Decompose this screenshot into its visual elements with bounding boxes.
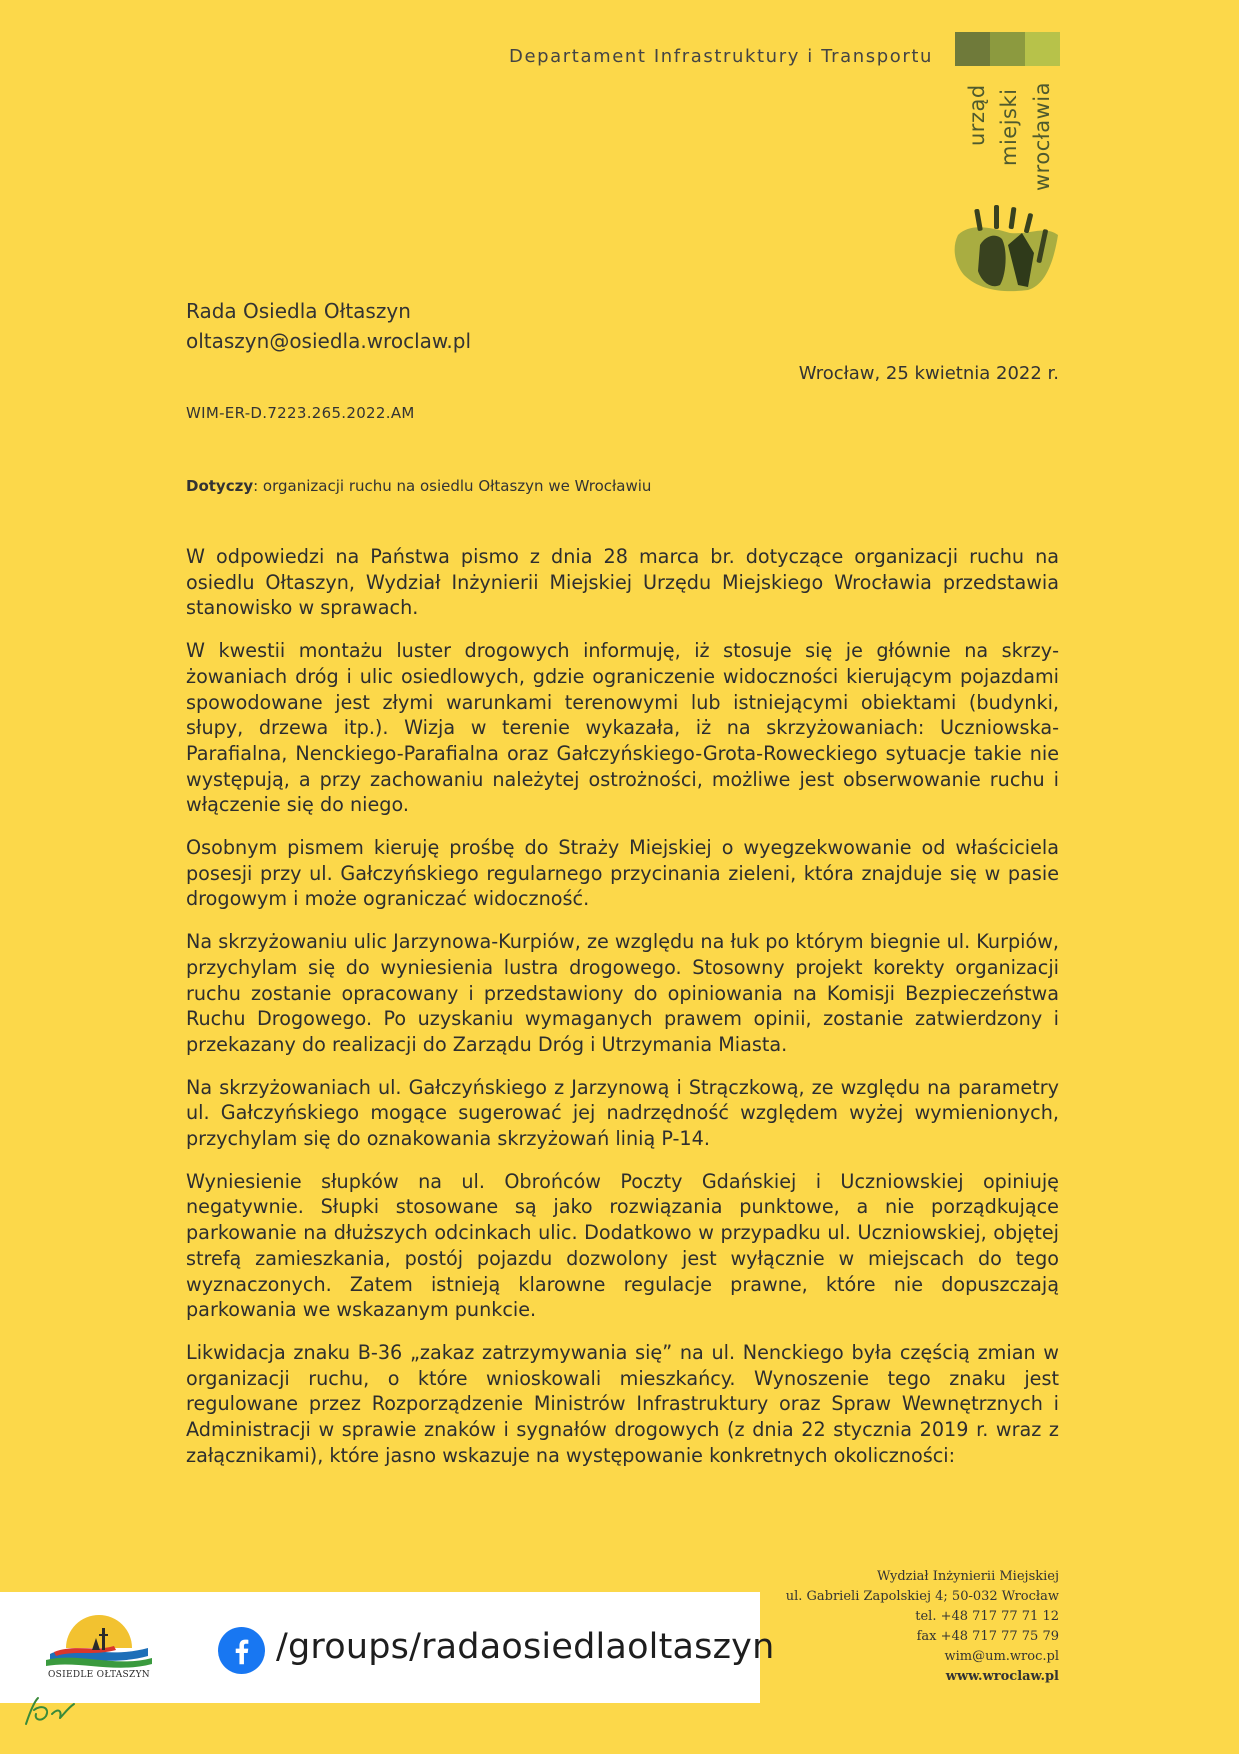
footer-address [786, 1567, 1059, 1687]
footer-web: www.wroclaw.pl [945, 1669, 1059, 1684]
logo-line-1: urząd [965, 84, 989, 146]
paragraph: W kwestii montażu luster drogowych informuję, iż stosuje się je głównie na skrzyżowaniach dróg i ulic osiedlowych, gdzie ograniczenie widoczności kierującym pojazdami spowodowane jest złymi warunkami terenowymi lub istniejącymi obiektami (budynki, słupy, drzewa itp.). Wizja w terenie wykazała, iż na skrzyżowaniach: Uczniowska-Parafialna, Nenckiego-Parafialna oraz Gałczyńskiego-Grota-Roweckiego sytuacje takie nie występują, a przy zachowaniu należytej ostrożności, możliwe jest obserwowanie ruchu i włączenie się do niego. [186, 639, 1059, 817]
facebook-group-link[interactable]: /groups/radaosiedlaoltaszyn [276, 1627, 775, 1667]
facebook-icon[interactable] [218, 1627, 265, 1674]
paragraph: W odpowiedzi na Państwa pismo z dnia 28 marca br. dotyczące organizacji ruchu na osiedlu Ołtaszyn, Wydział Inżynierii Miejskiej Urzędu Miejskiego Wrocławia przedstawia stanowisko w sprawach. [186, 545, 1059, 620]
recipient-block [186, 296, 471, 356]
paragraph: Osobnym pismem kieruję prośbę do Straży Miejskiej o wyegzekwowanie od właściciela posesji przy ul. Gałczyńskiego regularnego przycinania zieleni, która znajduje się w pasie drogowym i może ograniczać widoczność. [186, 836, 1059, 911]
footer-fax: fax +48 717 77 75 79 [916, 1629, 1059, 1644]
um-logo-text [955, 66, 1065, 196]
paragraph: Likwidacja znaku B-36 „zakaz zatrzymywania się” na ul. Nenckiego była częścią zmian w organizacji ruchu, o które wnioskowali mieszkańcy. Wynoszenie tego znaku jest regulowane przez Rozporządzenie Ministrów Infrastruktury oraz Spraw Wewnętrznych i Administracji w sprawie znaków i sygnałów drogowych (z dnia 22 stycznia 2019 r. wraz z załącznikami), które jasno wskazuje na występowanie konkretnych okoliczności: [186, 1340, 1059, 1467]
reference-number: WIM-ER-D.7223.265.2022.AM [186, 404, 415, 422]
logo-line-2: miejski [997, 88, 1021, 166]
subject-text: : organizacji ruchu na osiedlu Ołtaszyn we Wrocławiu [253, 477, 652, 495]
letter-date: Wrocław, 25 kwietnia 2022 r. [798, 363, 1059, 384]
paragraph: Na skrzyżowaniu ulic Jarzynowa-Kurpiów, ze względu na łuk po którym biegnie ul. Kurpiów, przychylam się do wyniesienia lustra drogowego. Stosowny projekt korekty organizacji ruchu zostanie opracowany i przedstawiony do opiniowania na Komisji Bezpieczeństwa Ruchu Drogowego. Po uzyskaniu wymaganych prawem opinii, zostanie zatwierdzony i przekazany do realizacji do Zarządu Dróg i Utrzymania Miasta. [186, 930, 1060, 1056]
um-logo-emblem [950, 205, 1062, 295]
logo-bar-dark [955, 32, 990, 66]
paragraph: Na skrzyżowaniach ul. Gałczyńskiego z Jarzynową i Strączkową, ze względu na parametry ul. Gałczyńskiego mogące sugerować jej nadrzędność względem wyżej wymienionych, przychylam się do oznakowania skrzyżowań linią P-14. [186, 1075, 1059, 1151]
subject-line [186, 477, 651, 495]
letter-body [186, 544, 1059, 1486]
footer-email: wim@um.wroc.pl [944, 1649, 1059, 1664]
footer-tel: tel. +48 717 77 71 12 [915, 1609, 1059, 1624]
paragraph: Wyniesienie słupków na ul. Obrońców Poczty Gdańskiej i Uczniowskiej opiniuję negatywnie. Słupki stosowane są jako rozwiązania punktowe, a nie porządkujące parkowanie na dłuższych odcinkach ulic. Dodatkowo w przypadku ul. Uczniowskiej, objętej strefą zamieszkania, postój pojazdu dozwolony jest wyłącznie w miejscach do tego wyznaczonych. Zatem istnieją klarowne regulacje prawne, które nie dopuszczają parkowania we wskazanym punkcie. [186, 1169, 1059, 1322]
recipient-email: oltaszyn@osiedla.wroclaw.pl [186, 329, 472, 353]
department-name: Departament Infrastruktury i Transportu [509, 46, 934, 67]
logo-line-3: wrocławia [1030, 82, 1054, 191]
footer-unit: Wydział Inżynierii Miejskiej [876, 1569, 1059, 1584]
logo-bar-light [1025, 32, 1060, 66]
logo-bar-mid [990, 32, 1025, 66]
oltaszyn-logo [44, 1608, 154, 1688]
subject-label: Dotyczy [186, 477, 254, 495]
oltaszyn-logo-label: OSIEDLE OŁTASZYN [47, 1670, 150, 1680]
recipient-name: Rada Osiedla Ołtaszyn [186, 299, 411, 323]
um-logo-color-bars [955, 32, 1060, 66]
oltaszyn-emblem-icon [44, 1608, 154, 1670]
footer-street: ul. Gabrieli Zapolskiej 4; 50-032 Wrocław [785, 1589, 1059, 1604]
signature-mark [20, 1690, 80, 1730]
